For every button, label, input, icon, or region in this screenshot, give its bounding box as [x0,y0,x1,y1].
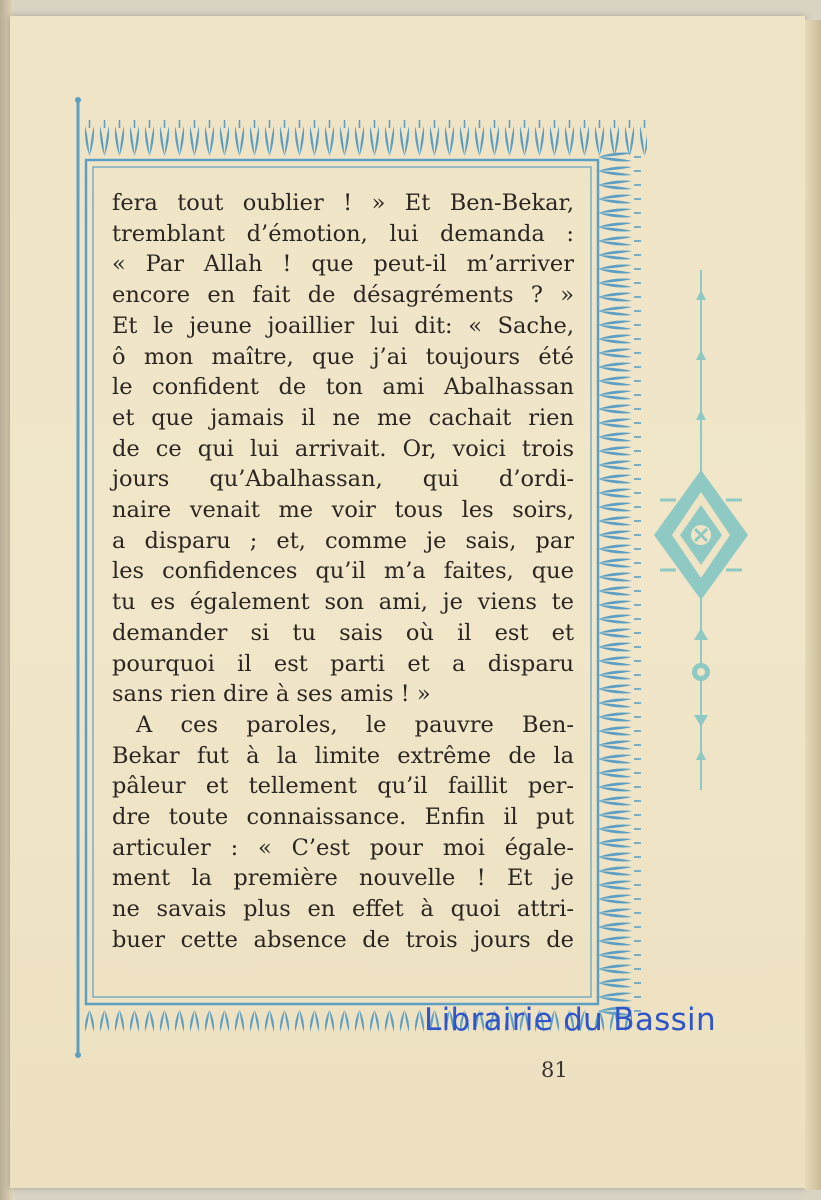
text-line: ment la première nouvelle ! Et je [112,865,574,892]
text-line: tremblant d’émotion, lui demanda : [112,220,574,247]
text-line: naire venait me voir tous les soirs, [112,497,574,524]
book-text [112,188,574,956]
text-line: a disparu ; et, comme je sais, par [112,527,574,554]
text-line: les confidences qu’il m’a faites, que [112,558,574,585]
text-line: tu es également son ami, je viens te [112,589,574,616]
text-line: Et le jeune joaillier lui dit: « Sache, [112,312,574,339]
text-line: « Par Allah ! que peut-il m’arriver [112,251,574,278]
text-line: le confident de ton ami Abalhassan [112,374,574,401]
watermark: Librairie du Bassin [424,1002,716,1038]
text-line: fera tout oublier ! » Et Ben-Bekar, [112,190,574,216]
text-line: demander si tu sais où il est et [112,619,574,646]
text-line: buer cette absence de trois jours de [112,926,574,953]
text-line: A ces paroles, le pauvre Ben- [136,711,574,738]
text-line: articuler : « C’est pour moi égale- [112,834,574,861]
text-line: sans rien dire à ses amis ! » [112,681,431,708]
text-line: de ce qui lui arrivait. Or, voici trois [112,435,574,462]
text-line: dre toute connaissance. Enfin il put [112,804,574,831]
text-line: encore en fait de désagréments ? » [112,282,574,309]
geometric-medallion-icon [654,270,748,790]
text-line: pourquoi il est parti et a disparu [112,650,574,677]
text-line: Bekar fut à la limite extrême de la [112,742,574,769]
page-number: 81 [541,1058,568,1082]
text-line: et que jamais il ne me cachait rien [112,404,574,431]
text-line: pâleur et tellement qu’il faillit per- [112,773,574,800]
text-line: jours qu’Abalhassan, qui d’ordi- [112,466,574,493]
text-line: ô mon maître, que j’ai toujours été [112,343,574,370]
text-line: ne savais plus en effet à quoi attri- [112,896,574,923]
